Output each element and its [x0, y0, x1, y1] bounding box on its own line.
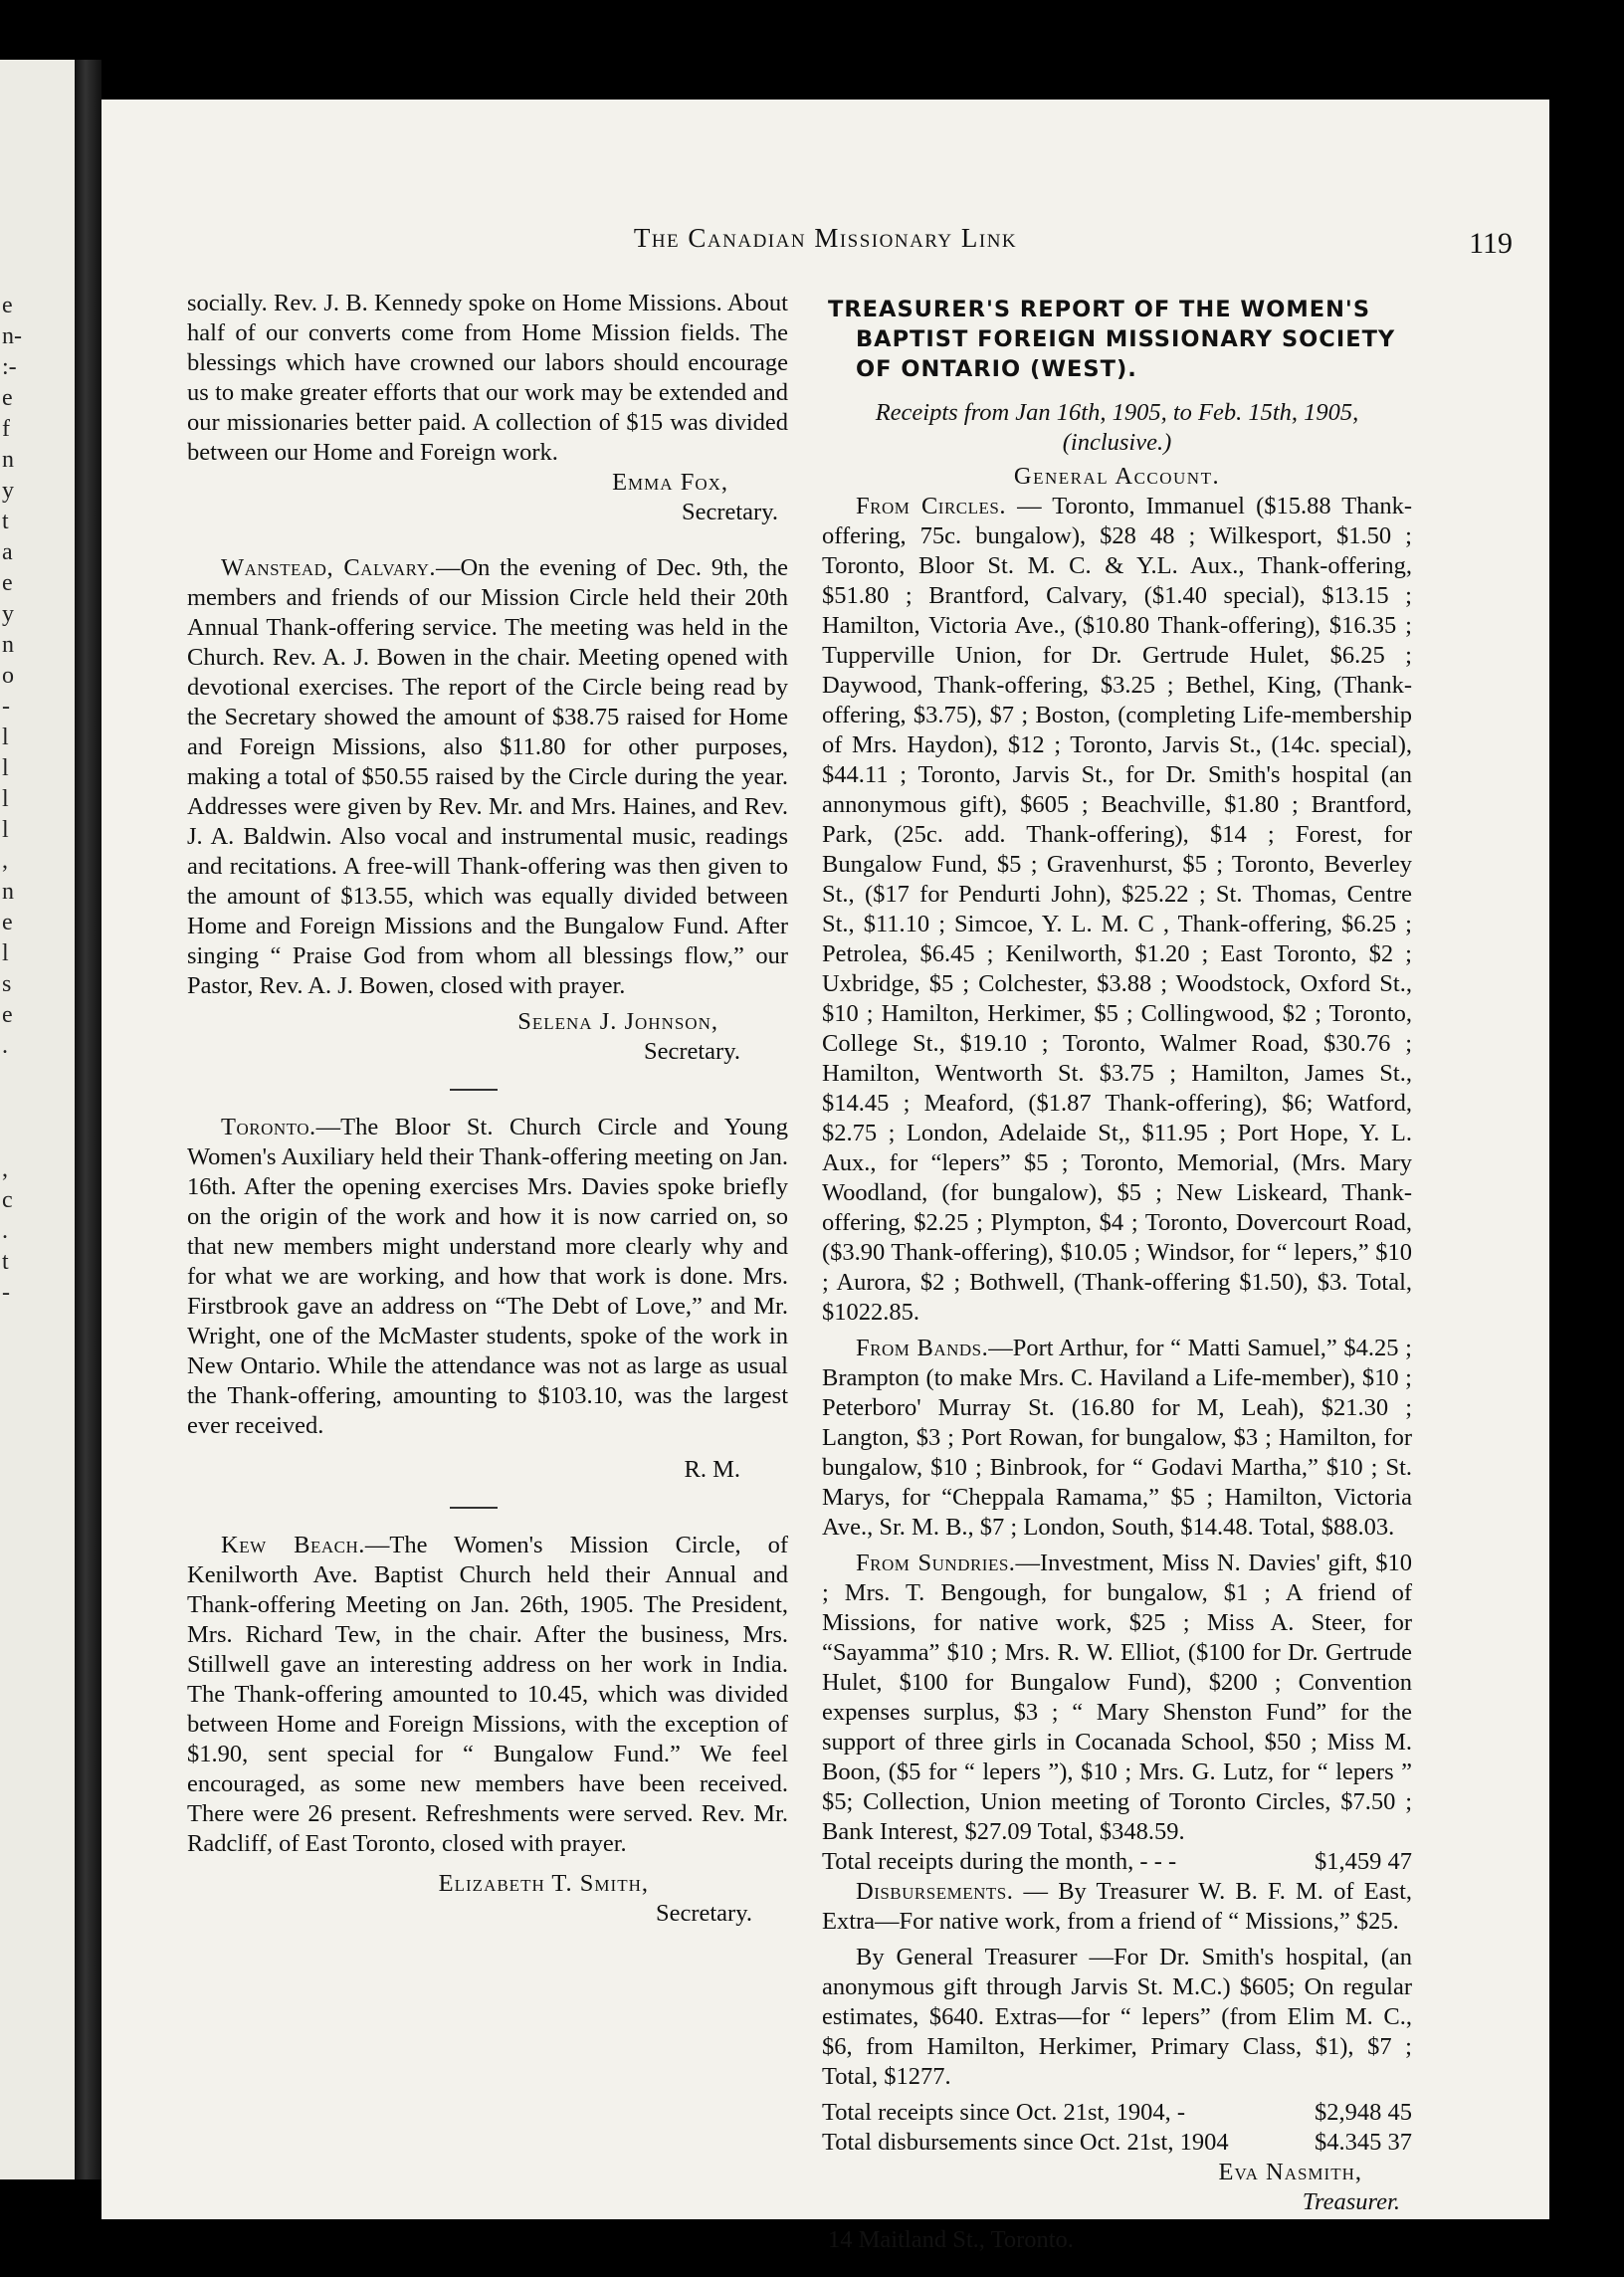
wanstead-heading: Wanstead, Calvary. — [221, 554, 436, 581]
magazine-page — [102, 100, 1549, 2253]
from-circles-text: — Toronto, Immanuel ($15.88 Thank-offering, 75c. bungalow), $28 48 ; Wilkesport, $1.50 ; Toronto, Bloor St. M. C. & Y.L. Aux., Thank-offering, $51.80 ; Brantford, Calvary, ($1.40 special), $13.15 ; Hamilton, Victoria Ave., ($10.80 Thank-offering), $16.35 ; Tupperville Union, for Dr. Gertrude Hulet, $6.25 ; Daywood, Thank-offering, $3.25 ; Bethel, King, (Thank-offering, $3.75), $7 ; Boston, (completing Life-membership of Mrs. Haydon), $12 ; Toronto, Jarvis St., (14c. special), $44.11 ; Toronto, Jarvis St., for Dr. Smith's hospital (an annonymous gift), $605 ; Beachville, $1.80 ; Brantford, Park, (25c. add. Thank-offering), $14 ; Forest, for Bungalow Fund, $5 ; Gravenhurst, $5 ; Toronto, Beverley St., ($17 for Pendurti John), $25.22 ; St. Thomas, Centre St., $11.10 ; Simcoe, Y. L. M. C , Thank-offering, $6.25 ; Petrolea, $6.45 ; Kenilworth, $1.20 ; East Toronto, $2 ; Uxbridge, $5 ; Colchester, $3.88 ; Woodstock, Oxford St., $10 ; Hamilton, Herkimer, $5 ; Collingwood, $2 ; Toronto, College St., $19.10 ; Toronto, Walmer Road, $30.76 ; Hamilton, Wentworth St. $3.75 ; Hamilton, James St., $14.45 ; Meaford, ($1.87 Thank-offering), $6; Watford, $2.75 ; London, Adelaide St,, $11.95 ; Port Hope, Y. L. Aux., for “lepers” $5 ; Toronto, Memorial, (Mrs. Mary Woodland, (for bungalow), $5 ; New Liskeard, Thank-offering, $2.25 ; Plympton, $4 ; Toronto, Dovercourt Road, ($3.90 Thank-offering), $10.05 ; Windsor, for “ lepers,” $10 ; Aurora, $2 ; Bothwell, (Thank-offering $1.50), $3. Total, $1022.85. — [822, 493, 1412, 1326]
disbursements — [822, 1877, 1412, 1937]
toronto-report — [187, 1113, 788, 1441]
right-column — [822, 289, 1412, 2255]
receipts-period-line1: Receipts from Jan 16th, 1905, to Feb. 15th, 1905, — [875, 399, 1359, 426]
running-title: The Canadian Missionary Link — [633, 223, 1018, 253]
wanstead-report — [187, 553, 788, 1001]
toronto-heading: Toronto. — [221, 1114, 316, 1140]
from-bands-text: —Port Arthur, for “ Matti Samuel,” $4.25 ; Brampton (to make Mrs. C. Haviland a Life-member), $10 ; Peterboro' Murray St. (16.80 for M, Leah), $21.30 ; Langton, $3 ; Port Rowan, for bungalow, $3 ; Hamilton, for bungalow, $10 ; Binbrook, for “ Godavi Martha,” $10 ; St. Marys, for “Cheppala Ramama,” $5 ; Hamilton, Victoria Ave., Sr. M. B., $7 ; London, South, $14.48. Total, $88.03. — [822, 1335, 1412, 1541]
total-month-label: Total receipts during the month, - - - — [822, 1848, 1177, 1875]
total-month-row — [822, 1847, 1412, 1877]
kew-beach-text: —The Women's Mission Circle, of Kenilworth Ave. Baptist Church held their Annual and Thank-offering Meeting on Jan. 26th, 1905. The President, Mrs. Richard Tew, in the chair. After the business, Mrs. Stillwell gave an interesting address on her work in India. The Thank-offering amounted to 10.45, which was divided between Home and Foreign Missions, with the exception of $1.90, sent special for “ Bungalow Fund.” We feel encouraged, as some new members have been received. There were 26 present. Refreshments were served. Rev. Mr. Radcliff, of East Toronto, closed with prayer. — [187, 1532, 788, 1857]
signature-title: Secretary. — [655, 1900, 752, 1927]
disbursements-heading: Disbursements. — [856, 1878, 1014, 1905]
report-title-line1: TREASURER'S REPORT OF THE WOMEN'S — [828, 297, 1371, 322]
left-page-fragment — [0, 60, 75, 2179]
disbursements-since-row — [822, 2128, 1412, 2158]
from-bands-heading: From Bands. — [856, 1335, 989, 1361]
left-column — [187, 289, 788, 1929]
from-bands — [822, 1334, 1412, 1543]
treasurer-address: 14 Maitland St., Toronto. — [828, 2226, 1074, 2253]
from-circles — [822, 492, 1412, 1328]
report-title-line3: OF ONTARIO (WEST). — [856, 356, 1137, 382]
section-divider — [450, 1507, 498, 1509]
disbursements-since-value: $4.345 37 — [1315, 2129, 1412, 2156]
signature-name: Selena J. Johnson, — [517, 1008, 718, 1035]
from-circles-heading: From Circles. — [856, 493, 1006, 519]
signature-initials: R. M. — [684, 1456, 740, 1483]
left-page-edge-text: e n- :- e f n y t a e y n o - l l l l , n e l s e . , c . t - — [2, 293, 22, 1306]
total-since-label: Total receipts since Oct. 21st, 1904, - — [822, 2099, 1186, 2126]
total-month-value: $1,459 47 — [1315, 1848, 1412, 1875]
treasurer-title: Treasurer. — [1302, 2188, 1400, 2215]
disbursements-since-label: Total disbursements since Oct. 21st, 1904 — [822, 2129, 1229, 2156]
toronto-text: —The Bloor St. Church Circle and Young Women's Auxiliary held their Thank-offering meeting on Jan. 16th. After the opening exercises Mrs. Davies spoke briefly on the origin of the work and how it is now carried on, so that new members might understand more clearly why and for what we are working, and how that work is done. Mrs. Firstbrook gave an address on “The Debt of Love,” and Mr. Wright, one of the McMaster students, spoke of the work in New Ontario. While the attendance was not as large as usual the Thank-offering, amounting to $103.10, was the largest ever received. — [187, 1114, 788, 1439]
treasurer-name: Eva Nasmith, — [1218, 2159, 1362, 2185]
kew-beach-heading: Kew Beach. — [221, 1532, 365, 1558]
book-spine — [75, 60, 102, 2179]
from-sundries-text: —Investment, Miss N. Davies' gift, $10 ; Mrs. T. Bengough, for bungalow, $1 ; A friend of Missions, for native work, $25 ; Miss A. Steer, for “Sayamma” $10 ; Mrs. R. W. Elliot, ($100 for Dr. Gertrude Hulet, $100 for Bungalow Fund), $200 ; Convention expenses surplus, $3 ; “ Mary Shenston Fund” for the support of three girls in Cocanada School, $50 ; Miss M. Boon, ($5 for “ lepers ”), $10 ; Mrs. G. Lutz, for “ lepers ” $5; Collection, Union meeting of Toronto Circles, $7.50 ; Bank Interest, $27.09 Total, $348.59. — [822, 1550, 1413, 1845]
report-title — [822, 295, 1412, 384]
section-divider — [450, 1089, 498, 1091]
receipts-period — [822, 398, 1412, 458]
from-sundries-heading: From Sundries. — [856, 1550, 1016, 1576]
total-since-value: $2,948 45 — [1315, 2099, 1412, 2126]
signature-title: Secretary. — [681, 499, 778, 525]
total-since-row — [822, 2098, 1412, 2128]
signature-name: Elizabeth T. Smith, — [438, 1870, 649, 1897]
spacer — [450, 539, 498, 541]
kew-beach-report — [187, 1531, 788, 1859]
signature-name: Emma Fox, — [612, 469, 728, 496]
wanstead-text: —On the evening of Dec. 9th, the members and friends of our Mission Circle held their 20th Annual Thank-offering service. The meeting was held in the Church. Rev. A. J. Bowen in the chair. Meeting opened with devotional exercises. The report of the Circle being read by the Secretary showed the amount of $38.75 raised for Home and Foreign Missions, also $11.80 for other purposes, making a total of $50.55 raised by the Circle during the year. Addresses were given by Rev. Mr. and Mrs. Haines, and Rev. J. A. Baldwin. Also vocal and instrumental music, readings and recitations. A free-will Thank-offering was then given to the amount of $13.55, which was equally divided between Home and Foreign Missions and the Bungalow Fund. After singing “ Praise God from whom all blessings flow,” our Pastor, Rev. A. J. Bowen, closed with prayer. — [187, 554, 788, 999]
circle-report-continued: socially. Rev. J. B. Kennedy spoke on Home Missions. About half of our converts come from Home Mission fields. The blessings which have crowned our labors should encourage us to make greater efforts that our work may be extended and our missionaries better paid. A collection of $15 was divided between our Home and Foreign work. — [187, 290, 788, 466]
from-sundries — [822, 1549, 1412, 1847]
disbursements-text: — By Treasurer W. B. F. M. of East, Extra—For native work, from a friend of “ Missions,” $25. — [822, 1878, 1412, 1935]
receipts-period-line2: (inclusive.) — [1062, 429, 1172, 456]
signature-title: Secretary. — [643, 1038, 740, 1065]
account-heading: General Account. — [1013, 463, 1221, 490]
page-number: 119 — [1469, 227, 1513, 260]
general-treasurer: By General Treasurer —For Dr. Smith's hospital, (an anonymous gift through Jarvis St. M.C.) $605; On regular estimates, $640. Extras—for “ lepers” (from Elim M. C., $6, from Hamilton, Herkimer, Primary Class, $1), $7 ; Total, $1277. — [822, 1944, 1412, 2090]
report-title-line2: BAPTIST FOREIGN MISSIONARY SOCIETY — [856, 326, 1396, 352]
